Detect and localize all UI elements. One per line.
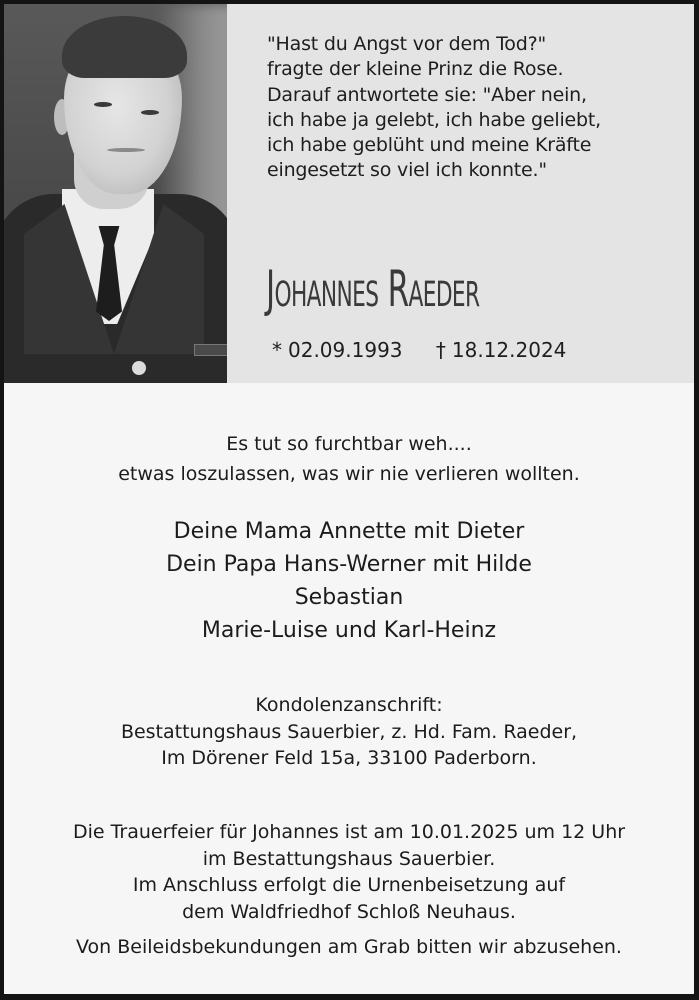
quote-line: ich habe geblüht und meine Kräfte <box>267 134 592 157</box>
condolence-address <box>4 692 694 772</box>
address-line: Im Dörener Feld 15a, 33100 Paderborn. <box>161 747 537 769</box>
family-list <box>4 515 694 647</box>
eye-left <box>94 102 112 107</box>
eye-right <box>141 110 159 115</box>
quote-text <box>267 32 687 184</box>
mouth <box>107 148 145 152</box>
ceremony-line: im Bestattungshaus Sauerbier. <box>202 847 496 870</box>
notice-body <box>4 383 694 994</box>
closing-line: Von Beileidsbekundungen am Grab bitten wir abzusehen. <box>76 936 622 958</box>
quote-line: ich habe ja gelebt, ich habe geliebt, <box>267 108 601 131</box>
obituary-notice <box>4 4 694 994</box>
deceased-name: Johannes Raeder <box>266 260 480 318</box>
ceremony-line: dem Waldfriedhof Schloß Neuhaus. <box>182 900 516 923</box>
ceremony-info <box>4 819 694 925</box>
family-member: Dein Papa Hans-Werner mit Hilde <box>166 552 532 577</box>
family-member: Deine Mama Annette mit Dieter <box>173 519 525 544</box>
uniform-badge <box>194 344 227 356</box>
death-date: 18.12.2024 <box>451 338 567 362</box>
family-member: Sebastian <box>294 585 404 610</box>
ceremony-line: Die Trauerfeier für Johannes ist am 10.01.2025 um 12 Uhr <box>72 821 626 843</box>
portrait-photo <box>4 4 227 383</box>
notice-header <box>4 4 694 383</box>
quote-line: "Hast du Angst vor dem Tod?" <box>267 33 546 55</box>
closing-note <box>4 933 694 961</box>
quote-line: Darauf antwortete sie: "Aber nein, <box>267 83 587 106</box>
quote-line: fragte der kleine Prinz die Rose. <box>267 58 564 81</box>
uniform-button <box>132 361 146 375</box>
birth-star-icon: * <box>272 338 282 362</box>
quote-line: eingesetzt so viel ich konnte." <box>267 159 547 182</box>
lead-text <box>4 429 694 489</box>
family-member: Marie-Luise und Karl-Heinz <box>201 618 497 643</box>
address-line: Bestattungshaus Sauerbier, z. Hd. Fam. Raeder, <box>120 720 578 743</box>
address-label: Kondolenzanschrift: <box>255 694 443 716</box>
ceremony-line: Im Anschluss erfolgt die Urnenbeisetzung auf <box>132 874 566 896</box>
lead-line: Es tut so furchtbar weh.... <box>226 433 472 455</box>
birth-date: 02.09.1993 <box>288 338 403 362</box>
lead-line: etwas loszulassen, was wir nie verlieren wollten. <box>118 463 580 485</box>
life-dates <box>272 335 692 365</box>
death-cross-icon: † <box>435 338 446 362</box>
